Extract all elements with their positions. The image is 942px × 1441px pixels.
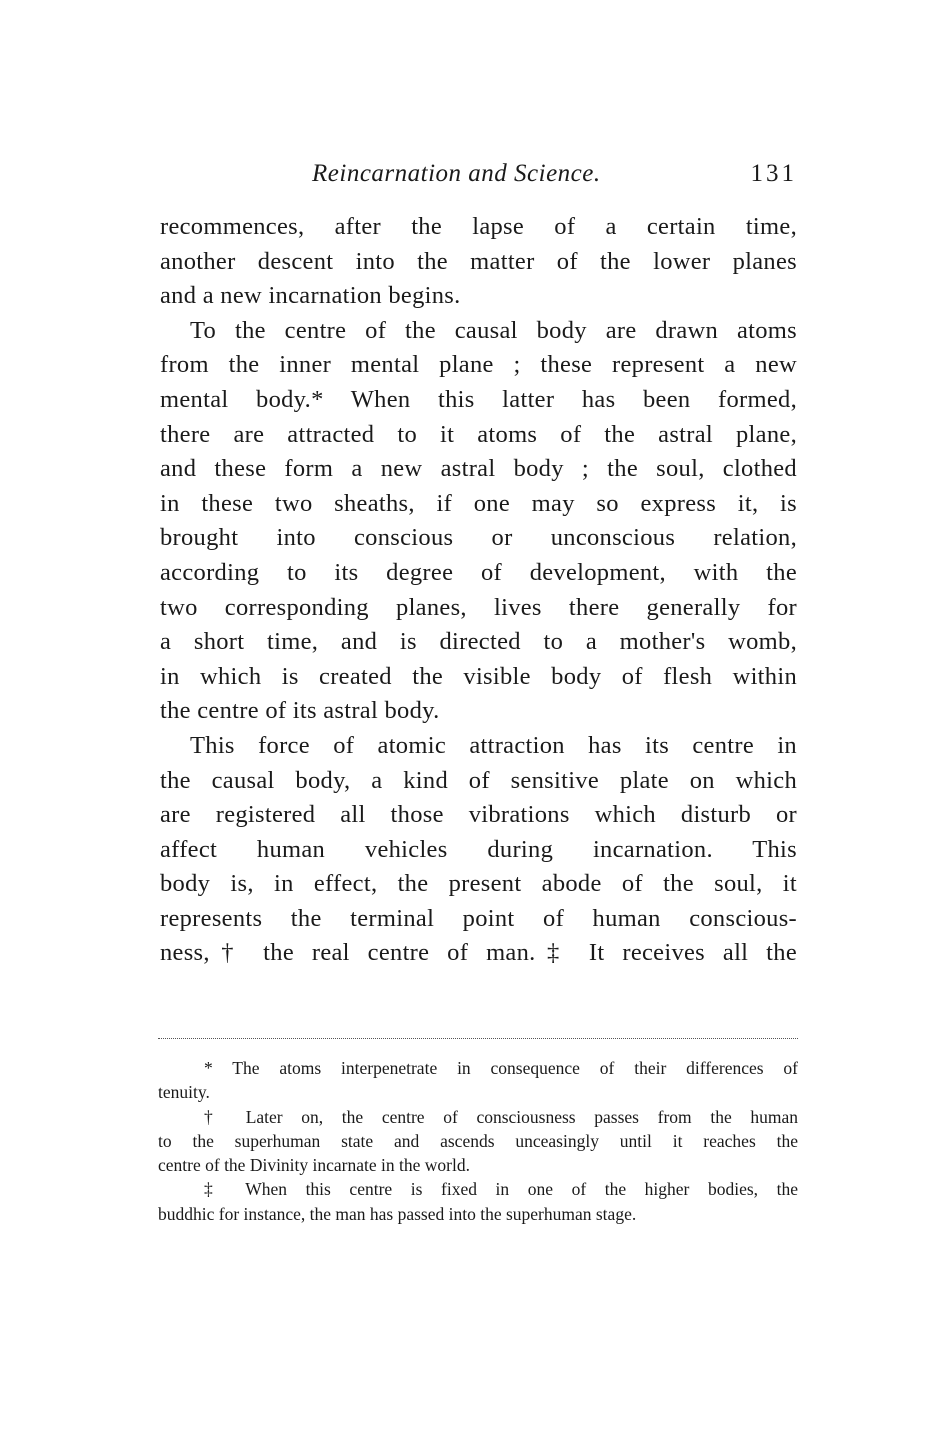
body-line: in these two sheaths, if one may so express it, is (160, 489, 797, 517)
body-line: from the inner mental plane ; these represent a new (160, 351, 797, 379)
body-line: represents the terminal point of human conscious- (160, 904, 797, 932)
running-title: Reincarnation and Science. (312, 160, 601, 187)
body-line: another descent into the matter of the lower planes (160, 247, 797, 275)
body-line: two corresponding planes, lives there generally for (160, 593, 797, 621)
body-line: and these form a new astral body ; the soul, clothed (160, 455, 797, 483)
footnote-line: * The atoms interpenetrate in consequence of their differences of (204, 1058, 798, 1078)
body-line: This force of atomic attraction has its centre in (190, 731, 797, 759)
footnote-line: to the superhuman state and ascends unceasingly until it reaches the (158, 1130, 798, 1151)
body-line: brought into conscious or unconscious relation, (160, 524, 797, 552)
footnote-line: ‡ When this centre is fixed in one of the higher bodies, the (204, 1179, 798, 1200)
footnote-divider (158, 1038, 798, 1039)
footnote-line: tenuity. (158, 1082, 210, 1103)
body-line: mental body.* When this latter has been formed, (160, 385, 797, 413)
page-number: 131 (750, 160, 797, 187)
body-line: ness,† the real centre of man.‡ It receives all the (160, 939, 797, 967)
footnote-line: centre of the Divinity incarnate in the world. (158, 1155, 470, 1176)
body-line: and a new incarnation begins. (160, 282, 461, 310)
body-line: a short time, and is directed to a mother's womb, (160, 628, 797, 656)
body-line: in which is created the visible body of flesh within (160, 662, 797, 690)
body-line: To the centre of the causal body are drawn atoms (190, 316, 797, 344)
body-line: are registered all those vibrations which disturb or (160, 801, 797, 829)
body-line: body is, in effect, the present abode of the soul, it (160, 870, 797, 898)
body-line: the causal body, a kind of sensitive plate on which (160, 766, 797, 794)
footnote-line: † Later on, the centre of consciousness passes from the human (204, 1106, 798, 1127)
footnote-line: buddhic for instance, the man has passed into the superhuman stage. (158, 1203, 637, 1224)
body-line: according to its degree of development, with the (160, 558, 797, 586)
body-line: affect human vehicles during incarnation. This (160, 835, 797, 863)
footnotes (158, 1056, 798, 1226)
body-line: recommences, after the lapse of a certain time, (160, 213, 797, 240)
body-line: there are attracted to it atoms of the astral plane, (160, 420, 797, 448)
body-text (160, 210, 797, 971)
body-line: the centre of its astral body. (160, 697, 440, 725)
running-head (160, 160, 797, 194)
